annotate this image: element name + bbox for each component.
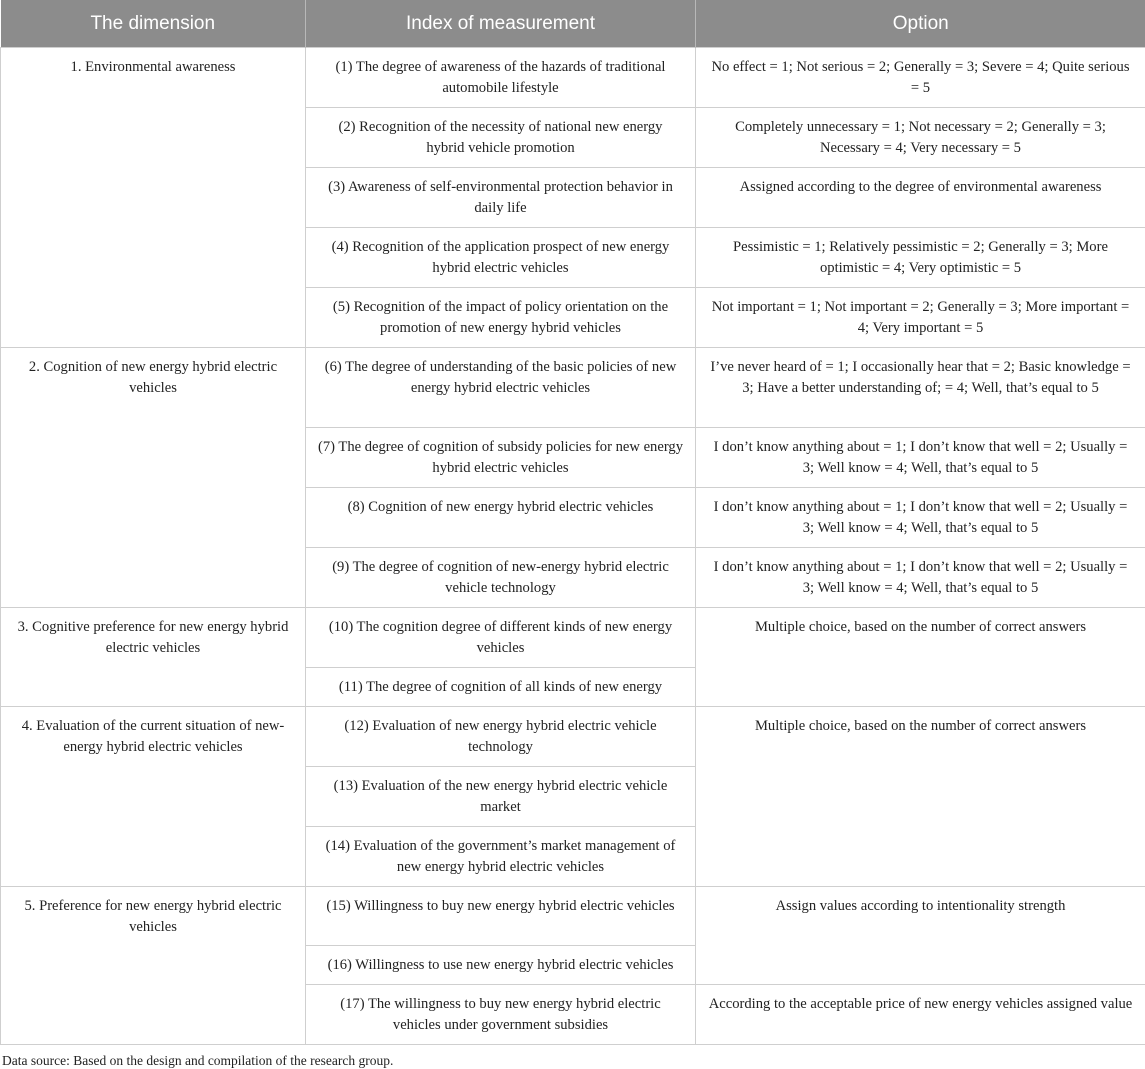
- table-row: [1, 608, 1145, 668]
- option-cell: I don’t know anything about = 1; I don’t know that well = 2; Usually = 3; Well know = 4; Well, that’s equal to 5: [696, 548, 1145, 608]
- index-cell: (1) The degree of awareness of the hazards of traditional automobile lifestyle: [306, 48, 696, 108]
- index-cell: (12) Evaluation of new energy hybrid electric vehicle technology: [306, 707, 696, 767]
- index-cell: (9) The degree of cognition of new-energy hybrid electric vehicle technology: [306, 548, 696, 608]
- index-cell: (13) Evaluation of the new energy hybrid electric vehicle market: [306, 767, 696, 827]
- option-cell: According to the acceptable price of new energy vehicles assigned value: [696, 985, 1145, 1045]
- index-cell: (11) The degree of cognition of all kinds of new energy: [306, 668, 696, 707]
- header-index: Index of measurement: [306, 0, 696, 48]
- header-option: Option: [696, 0, 1145, 48]
- table-row: [1, 887, 1145, 946]
- header-row: [1, 0, 1145, 48]
- option-cell: I don’t know anything about = 1; I don’t know that well = 2; Usually = 3; Well know = 4; Well, that’s equal to 5: [696, 428, 1145, 488]
- index-cell: (7) The degree of cognition of subsidy policies for new energy hybrid electric vehicles: [306, 428, 696, 488]
- option-cell: Multiple choice, based on the number of correct answers: [696, 707, 1145, 887]
- option-cell: Not important = 1; Not important = 2; Generally = 3; More important = 4; Very important = 5: [696, 288, 1145, 348]
- option-cell: No effect = 1; Not serious = 2; Generally = 3; Severe = 4; Quite serious = 5: [696, 48, 1145, 108]
- index-cell: (4) Recognition of the application prospect of new energy hybrid electric vehicles: [306, 228, 696, 288]
- index-cell: (8) Cognition of new energy hybrid electric vehicles: [306, 488, 696, 548]
- index-cell: (3) Awareness of self-environmental protection behavior in daily life: [306, 168, 696, 228]
- index-cell: (10) The cognition degree of different kinds of new energy vehicles: [306, 608, 696, 668]
- dimension-cell: 5. Preference for new energy hybrid electric vehicles: [1, 887, 306, 1045]
- index-cell: (2) Recognition of the necessity of national new energy hybrid vehicle promotion: [306, 108, 696, 168]
- index-cell: (16) Willingness to use new energy hybrid electric vehicles: [306, 946, 696, 985]
- option-cell: Completely unnecessary = 1; Not necessary = 2; Generally = 3; Necessary = 4; Very necessary = 5: [696, 108, 1145, 168]
- table-row: [1, 348, 1145, 428]
- table-row: [1, 707, 1145, 767]
- header-dimension: The dimension: [1, 0, 306, 48]
- index-cell: (5) Recognition of the impact of policy orientation on the promotion of new energy hybrid vehicles: [306, 288, 696, 348]
- option-cell: Assign values according to intentionality strength: [696, 887, 1145, 985]
- index-cell: (6) The degree of understanding of the basic policies of new energy hybrid electric vehicles: [306, 348, 696, 428]
- option-cell: Assigned according to the degree of environmental awareness: [696, 168, 1145, 228]
- option-cell: Multiple choice, based on the number of correct answers: [696, 608, 1145, 707]
- dimension-cell: 1. Environmental awareness: [1, 48, 306, 348]
- option-cell: I’ve never heard of = 1; I occasionally hear that = 2; Basic knowledge = 3; Have a better understanding of; = 4; Well, that’s equal to 5: [696, 348, 1145, 428]
- dimension-cell: 2. Cognition of new energy hybrid electric vehicles: [1, 348, 306, 608]
- dimension-cell: 4. Evaluation of the current situation of new-energy hybrid electric vehicles: [1, 707, 306, 887]
- data-source-note: Data source: Based on the design and compilation of the research group.: [0, 1045, 1145, 1069]
- index-cell: (14) Evaluation of the government’s market management of new energy hybrid electric vehicles: [306, 827, 696, 887]
- index-cell: (15) Willingness to buy new energy hybrid electric vehicles: [306, 887, 696, 946]
- option-cell: Pessimistic = 1; Relatively pessimistic = 2; Generally = 3; More optimistic = 4; Very optimistic = 5: [696, 228, 1145, 288]
- table-row: [1, 48, 1145, 108]
- index-cell: (17) The willingness to buy new energy hybrid electric vehicles under government subsidies: [306, 985, 696, 1045]
- dimension-cell: 3. Cognitive preference for new energy hybrid electric vehicles: [1, 608, 306, 707]
- option-cell: I don’t know anything about = 1; I don’t know that well = 2; Usually = 3; Well know = 4; Well, that’s equal to 5: [696, 488, 1145, 548]
